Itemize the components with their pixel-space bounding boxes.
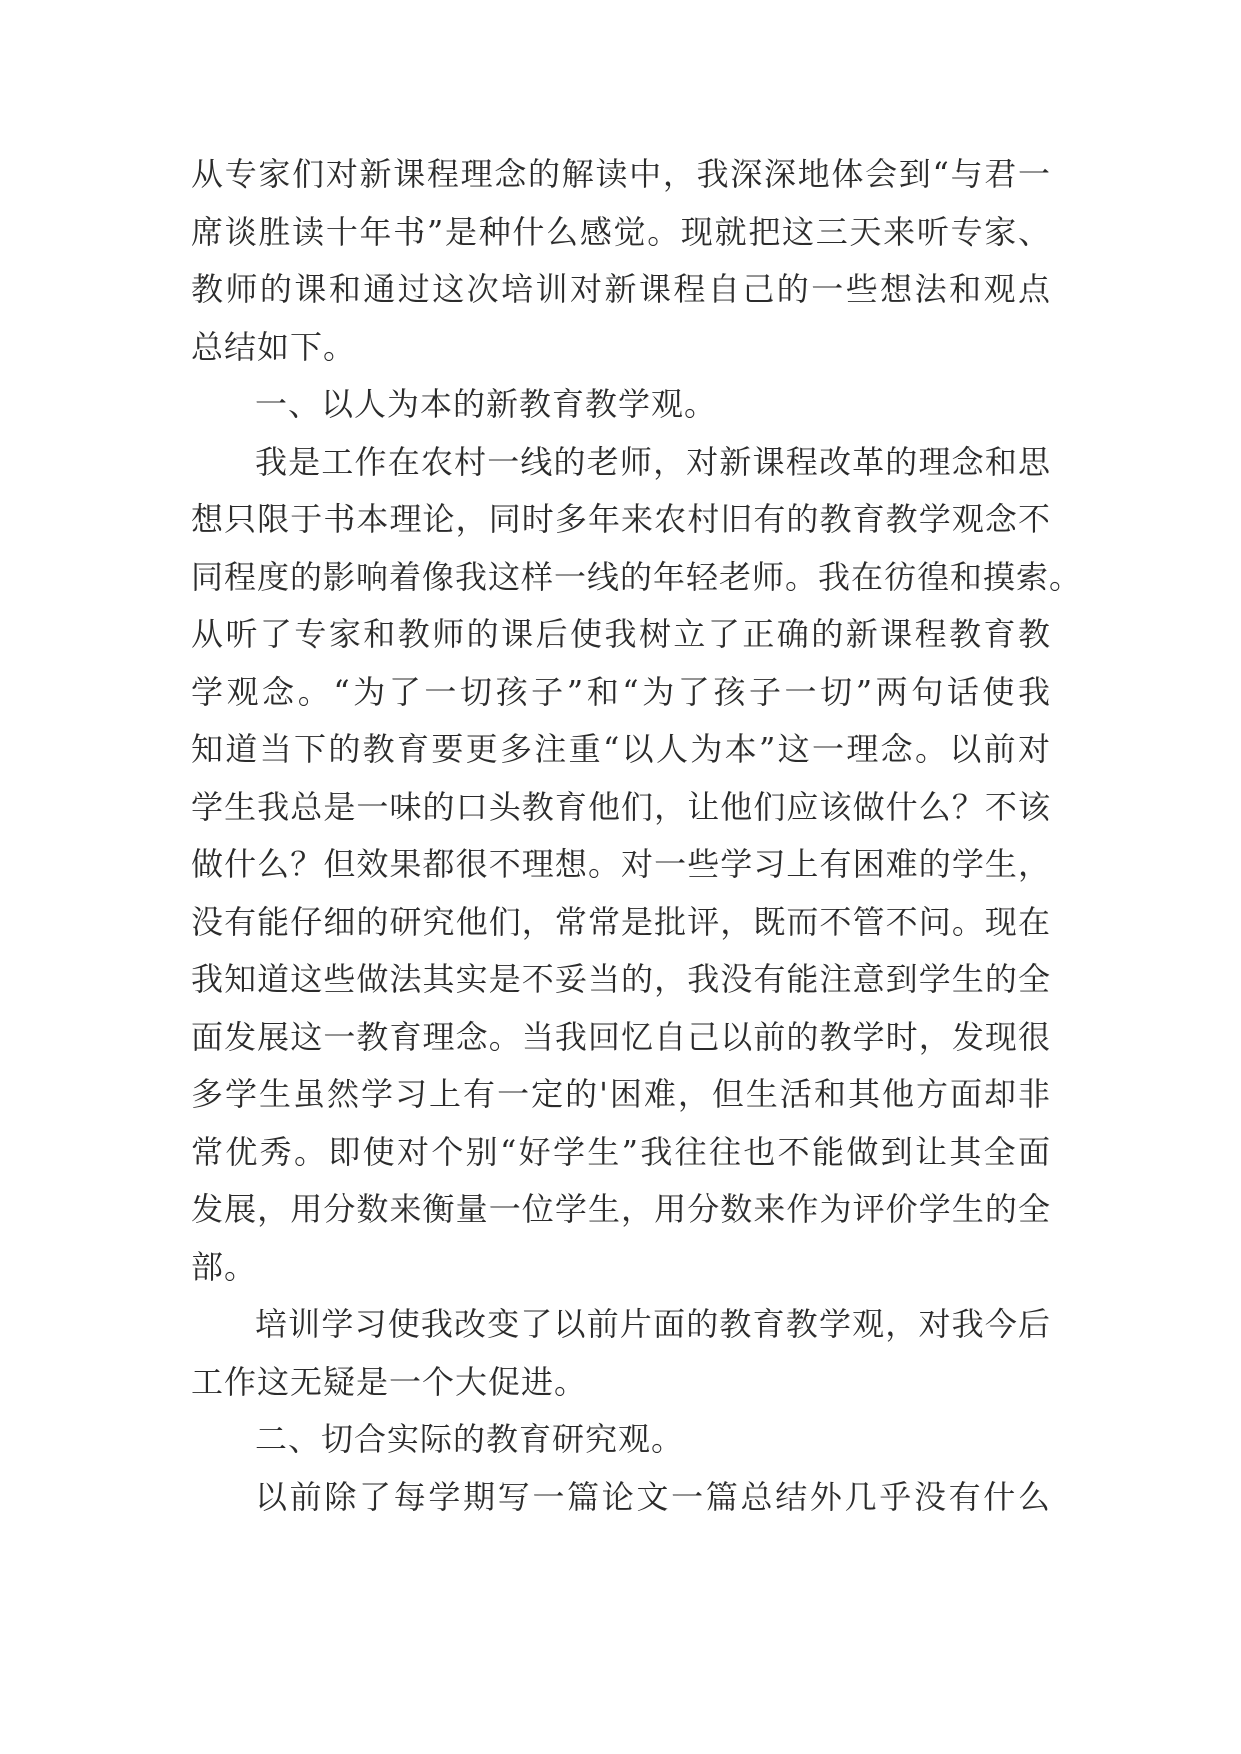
text-line: 一、以人为本的新教育教学观。 [255,385,718,423]
text-line: 想只限于书本理论，同时多年来农村旧有的教育教学观念不 [191,500,1051,538]
document-body [191,146,1083,1526]
text-line: 多学生虽然学习上有一定的'困难，但生活和其他方面却非 [191,1075,1051,1113]
text-line: 我是工作在农村一线的老师，对新课程改革的理念和思 [255,442,1051,481]
text-line: 我知道这些做法其实是不妥当的，我没有能注意到学生的全 [191,960,1051,998]
text-line: 总结如下。 [191,327,357,366]
text-line: 二、切合实际的教育研究观。 [255,1420,685,1458]
text-line: 面发展这一教育理念。当我回忆自己以前的教学时，发现很 [191,1017,1051,1056]
text-line: 部。 [191,1247,258,1286]
text-line: 培训学习使我改变了以前片面的教育教学观，对我今后 [255,1305,1051,1343]
text-line: 工作这无疑是一个大促进。 [191,1362,588,1401]
text-line: 教师的课和通过这次培训对新课程自己的一些想法和观点 [191,270,1051,308]
text-line: 学观念。“为了一切孩子”和“为了孩子一切”两句话使我 [191,672,1051,711]
text-line: 没有能仔细的研究他们，常常是批评，既而不管不问。现在 [191,902,1051,941]
text-line: 做什么？但效果都很不理想。对一些学习上有困难的学生， [191,845,1051,883]
text-line: 学生我总是一味的口头教育他们，让他们应该做什么？不该 [191,787,1051,826]
text-line: 席谈胜读十年书”是种什么感觉。现就把这三天来听专家、 [191,212,1051,251]
text-line: 发展，用分数来衡量一位学生，用分数来作为评价学生的全 [191,1190,1051,1228]
text-line: 同程度的影响着像我这样一线的年轻老师。我在彷徨和摸索。 [191,557,1083,596]
text-line: 从听了专家和教师的课后使我树立了正确的新课程教育教 [191,615,1051,653]
text-line: 常优秀。即使对个别“好学生”我往往也不能做到让其全面 [191,1132,1051,1171]
text-line: 以前除了每学期写一篇论文一篇总结外几乎没有什么 [255,1477,1051,1516]
text-line: 知道当下的教育要更多注重“以人为本”这一理念。以前对 [191,730,1051,768]
text-line: 从专家们对新课程理念的解读中，我深深地体会到“与君一 [191,155,1051,193]
